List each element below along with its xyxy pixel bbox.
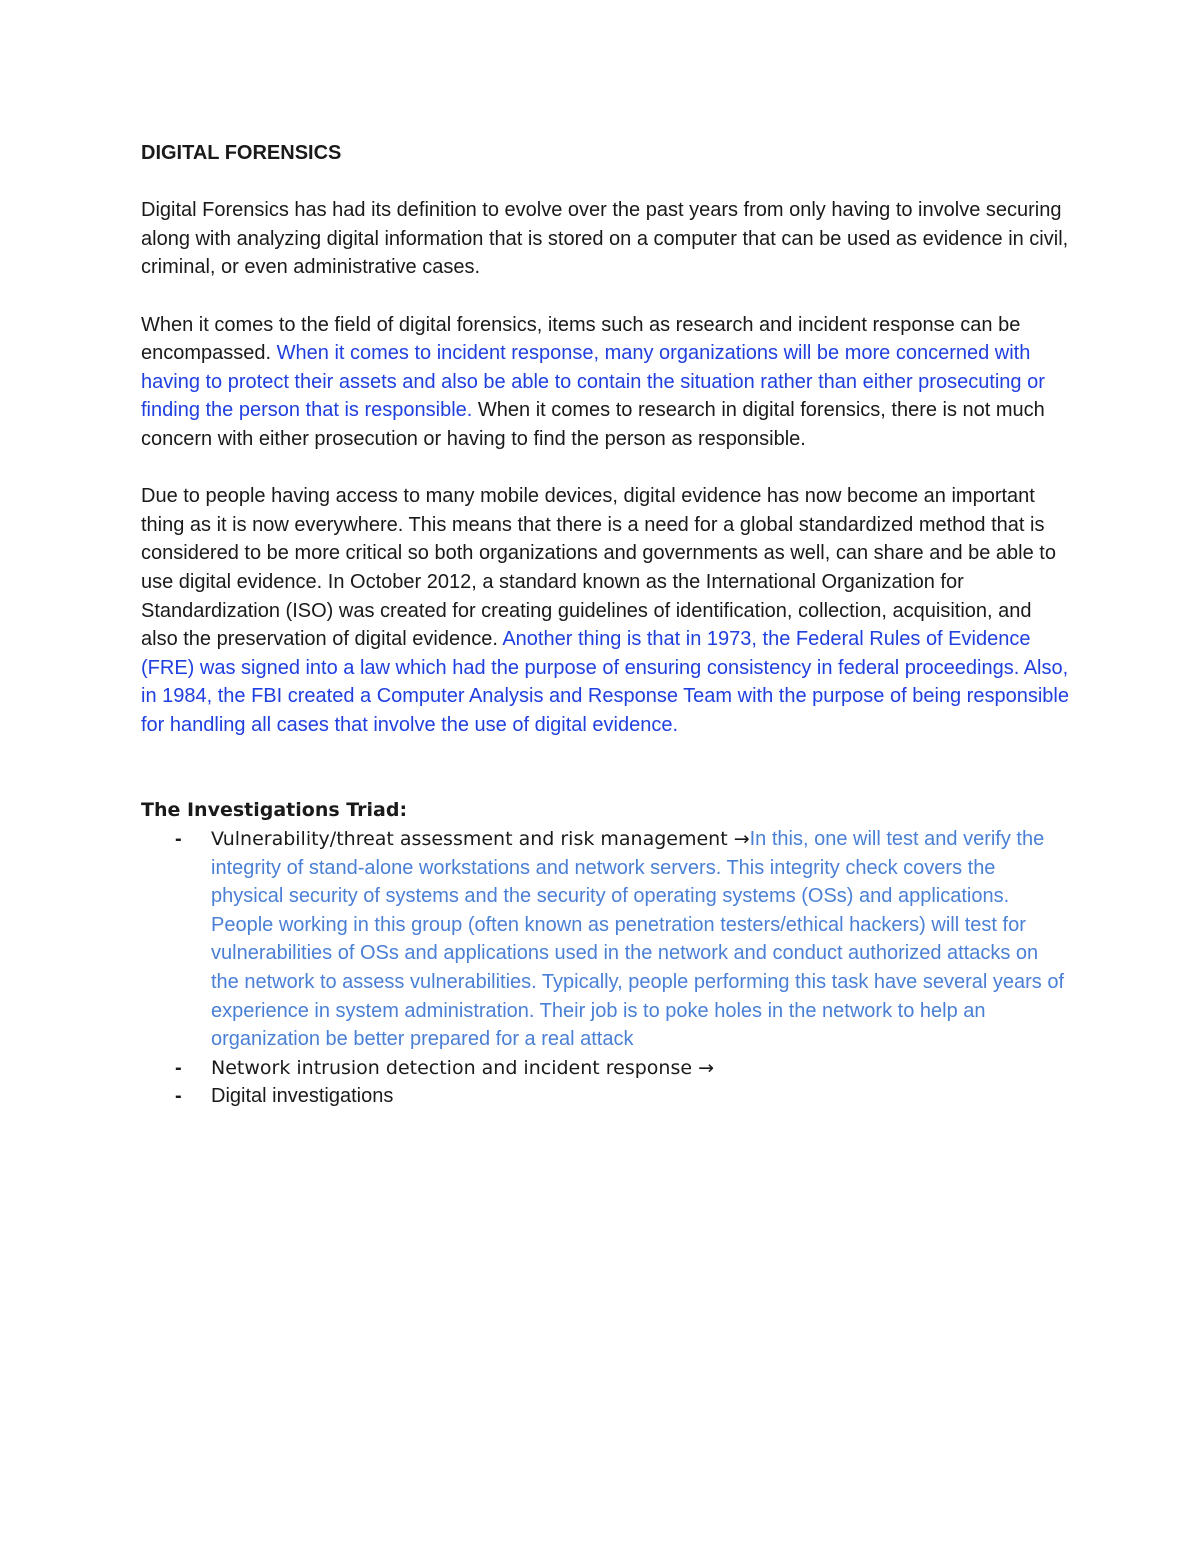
triad-item-network-intrusion bbox=[141, 1054, 1071, 1083]
triad-item-note: In this, one will test and verify the integrity of stand-alone workstations and network servers. This integrity check covers the physical security of systems and the security of operating systems (OSs) and applications. People working in this group (often known as penetration testers/ethical hackers) will test for vulnerabilities of OSs and applications used in the network and conduct authorized attacks on the network to assess vulnerabilities. Typically, people performing this task have several years of experience in system administration. Their job is to poke holes in the network to help an organization be better prepared for a real attack bbox=[211, 828, 1065, 1051]
paragraph-evidence-text: Due to people having access to many mobile devices, digital evidence has now become an important thing as it is now everywhere. This means that there is a need for a global standardized method that is considered to be more critical so both organizations and governments as well, can share and be able to use digital evidence. In October 2012, a standard known as the International Organization for Standardization (ISO) was created for creating guidelines of identification, collection, acquisition, and also the preservation of digital evidence. bbox=[141, 485, 1056, 651]
bullet-dash: - bbox=[175, 828, 182, 851]
paragraph-evidence bbox=[141, 482, 1071, 739]
paragraph-field-text-1: When it comes to the field of digital forensics, items such as research and incident response can be encompassed. bbox=[141, 313, 1021, 365]
bullet-dash: - bbox=[175, 1085, 182, 1108]
paragraph-field-text-2: When it comes to research in digital forensics, there is not much concern with either prosecution or having to find the person as responsible. bbox=[141, 399, 1045, 450]
paragraph-field-highlight: When it comes to incident response, many organizations will be more concerned with having to protect their assets and also be able to contain the situation rather than either prosecuting or finding the person that is responsible. bbox=[141, 342, 1045, 422]
document-title: DIGITAL FORENSICS bbox=[141, 142, 342, 164]
triad-item-vulnerability bbox=[141, 825, 1071, 1054]
triad-item-digital-investigations bbox=[141, 1082, 1071, 1111]
paragraph-definition: Digital Forensics has had its definition to evolve over the past years from only having to involve securing along with analyzing digital information that is stored on a computer that can be used as evidence in civil, criminal, or even administrative cases. bbox=[141, 199, 1069, 279]
triad-heading: The Investigations Triad: bbox=[141, 799, 408, 822]
paragraph-field bbox=[141, 311, 1071, 454]
document-page bbox=[141, 139, 1071, 1111]
triad-list bbox=[141, 825, 1071, 1111]
triad-item-label: Digital investigations bbox=[211, 1085, 394, 1108]
paragraph-evidence-highlight: Another thing is that in 1973, the Federal Rules of Evidence (FRE) was signed into a law which had the purpose of ensuring consistency in federal proceedings. Also, in 1984, the FBI created a Computer Analysis and Response Team with the purpose of being responsible for handling all cases that involve the use of digital evidence. bbox=[141, 628, 1069, 736]
triad-item-label: Vulnerability/threat assessment and risk management → bbox=[211, 828, 750, 851]
bullet-dash: - bbox=[175, 1056, 182, 1079]
triad-item-label: Network intrusion detection and incident response → bbox=[211, 1056, 715, 1079]
